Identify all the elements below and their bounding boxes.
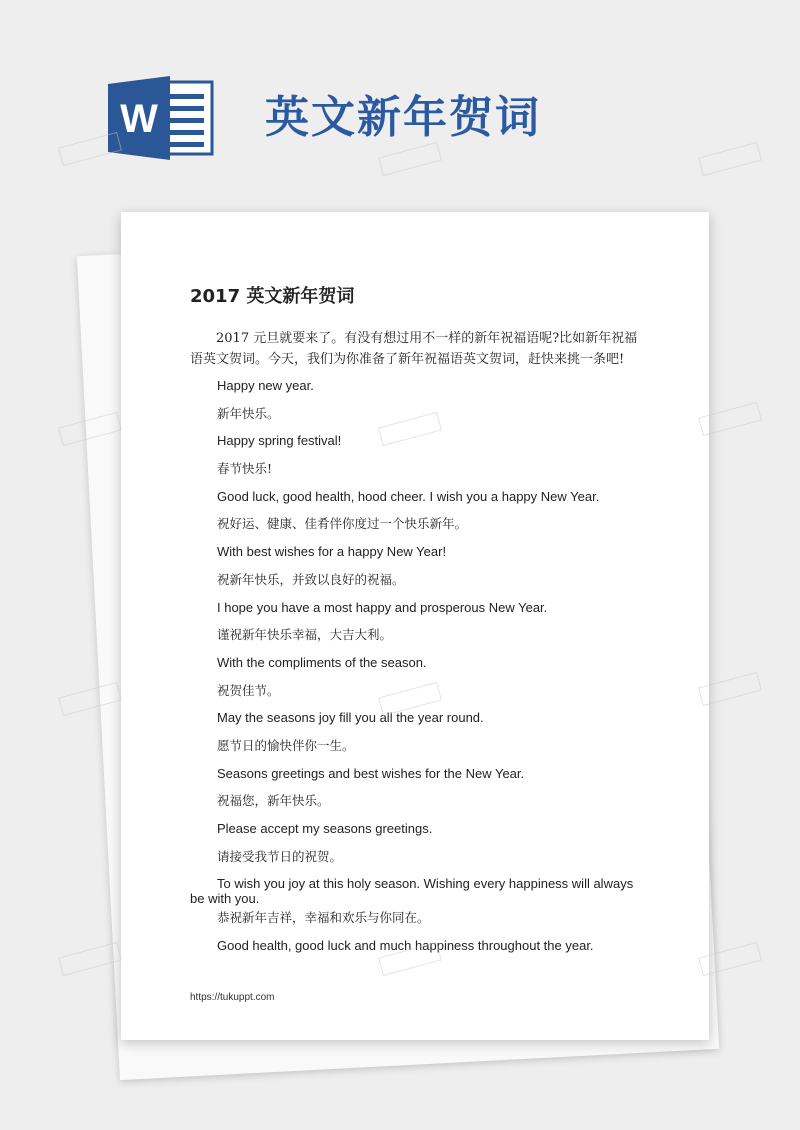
greeting-english: Happy spring festival! — [217, 433, 342, 449]
header-title: 英文新年贺词 — [265, 92, 541, 143]
footer-url: https://tukuppt.com — [190, 992, 275, 1003]
greeting-english: May the seasons joy fill you all the year round. — [217, 710, 484, 726]
greeting-chinese: 祝好运、健康、佳肴伴你度过一个快乐新年。 — [217, 516, 468, 532]
greeting-english: Good luck, good health, hood cheer. I wish you a happy New Year. — [217, 488, 600, 504]
greeting-english: With the compliments of the season. — [217, 654, 427, 670]
logo-letter: W — [120, 97, 158, 141]
greeting-chinese: 愿节日的愉快伴你一生。 — [217, 737, 355, 753]
greeting-chinese: 请接受我节日的祝贺。 — [217, 848, 343, 864]
greeting-chinese: 恭祝新年吉祥，幸福和欢乐与你同在。 — [217, 910, 430, 926]
greeting-chinese: 谨祝新年快乐幸福，大吉大利。 — [217, 627, 393, 643]
greeting-english: Good health, good luck and much happiness throughout the year. — [217, 938, 594, 954]
word-document-icon — [108, 76, 214, 160]
greeting-english: Happy new year. — [217, 378, 314, 393]
greeting-chinese: 新年快乐。 — [217, 405, 280, 421]
document-intro: 2017 元旦就要来了。有没有想过用不一样的新年祝福语呢?比如新年祝福语英文贺词。今天，我们为你准备了新年祝福语英文贺词，赶快来挑一条吧! — [190, 331, 638, 367]
greeting-english: With best wishes for a happy New Year! — [217, 544, 447, 560]
greeting-chinese: 祝新年快乐，并致以良好的祝福。 — [217, 571, 405, 587]
greeting-english: To wish you joy at this holy season. Wishing every happiness will always be with you. — [190, 876, 634, 907]
greeting-english: Please accept my seasons greetings. — [217, 821, 433, 836]
greeting-english: I hope you have a most happy and prosperous New Year. — [217, 599, 548, 615]
greeting-chinese: 祝贺佳节。 — [217, 682, 280, 698]
greeting-english: Seasons greetings and best wishes for the New Year. — [217, 765, 525, 781]
header-banner — [0, 0, 800, 200]
greeting-chinese: 春节快乐! — [217, 461, 273, 477]
document-title: 2017 英文新年贺词 — [190, 286, 355, 307]
greeting-list — [190, 378, 650, 966]
greeting-chinese: 祝福您，新年快乐。 — [217, 793, 330, 809]
